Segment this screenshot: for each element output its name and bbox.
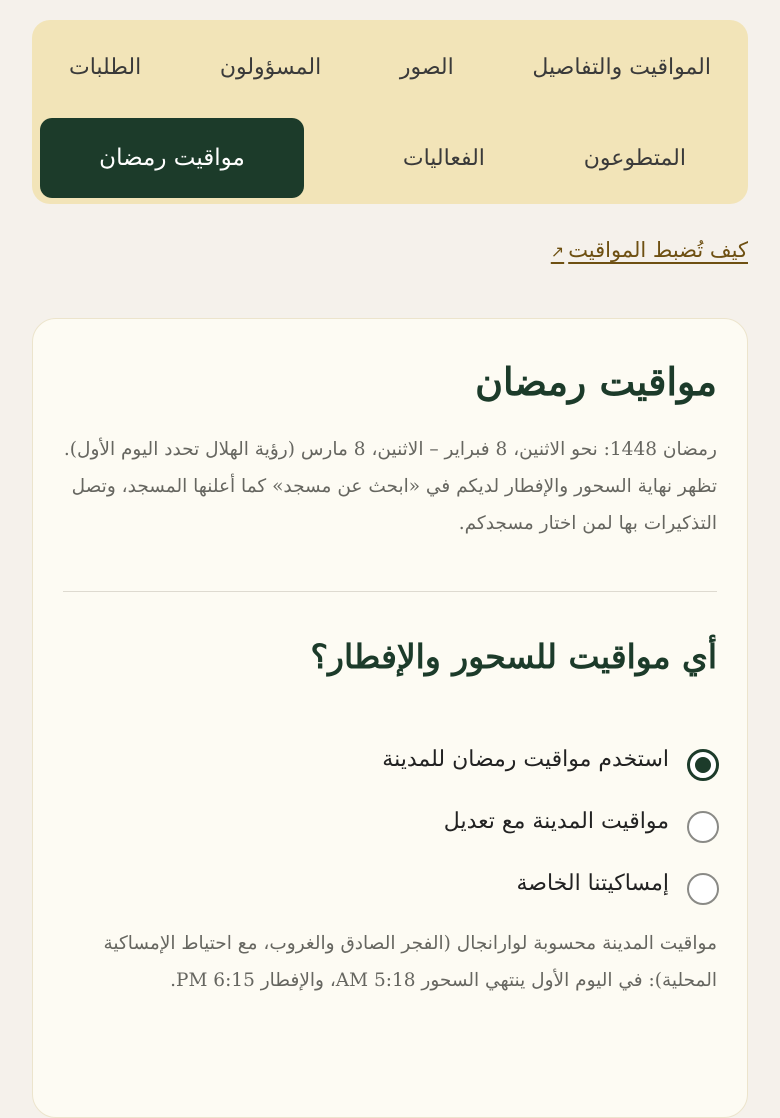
how-timings-set-link[interactable] — [551, 238, 748, 262]
how-timings-set-label: كيف تُضبط المواقيت — [568, 238, 748, 262]
timings-question-title: أي مواقيت للسحور والإفطار؟ — [310, 637, 717, 676]
ramadan-timings-card — [32, 318, 748, 1118]
city-timings-note: مواقيت المدينة محسوبة لوارانجال (الفجر الصادق والغروب، مع احتياط الإمساكية المحلية): في اليوم الأول ينتهي السحور 5:18 AM، والإفطار 6:15 PM. — [103, 933, 717, 991]
option-city-timings-adjusted[interactable] — [444, 799, 719, 843]
external-link-arrow-icon: ↗ — [550, 242, 565, 261]
tab-events[interactable]: الفعاليات — [402, 145, 485, 171]
tab-requests[interactable]: الطلبات — [69, 54, 142, 80]
card-title: مواقيت رمضان — [475, 359, 717, 404]
option-own-imsakiya-label: إمساكيتنا الخاصة — [516, 870, 669, 896]
option-city-timings-adjusted-label: مواقيت المدينة مع تعديل — [443, 808, 669, 834]
card-description: رمضان 1448: نحو الاثنين، 8 فبراير – الاثنين، 8 مارس (رؤية الهلال تحدد اليوم الأول). تظهر نهاية السحور والإفطار لديكم في «ابحث عن مسجد» كما أعلنها المسجد، وتصل التذكيرات بها لمن اختار مسجدكم. — [63, 439, 717, 534]
option-city-timings[interactable] — [382, 737, 719, 781]
tab-photos[interactable]: الصور — [399, 54, 454, 80]
tab-volunteers[interactable]: المتطوعون — [583, 145, 686, 171]
radio-own-imsakiya[interactable] — [687, 873, 719, 905]
option-city-timings-label: استخدم مواقيت رمضان للمدينة — [382, 746, 669, 772]
tabs-panel — [32, 20, 748, 204]
tab-row-2 — [40, 114, 686, 202]
divider — [63, 591, 717, 592]
radio-city-timings[interactable] — [687, 749, 719, 781]
tab-ramadan-timings[interactable]: مواقيت رمضان — [40, 118, 304, 198]
tab-timings-details[interactable]: المواقيت والتفاصيل — [532, 54, 711, 80]
radio-city-timings-adjusted[interactable] — [687, 811, 719, 843]
tab-admins[interactable]: المسؤولون — [219, 54, 322, 80]
option-own-imsakiya[interactable] — [516, 861, 719, 905]
tab-row-1 — [64, 20, 716, 114]
